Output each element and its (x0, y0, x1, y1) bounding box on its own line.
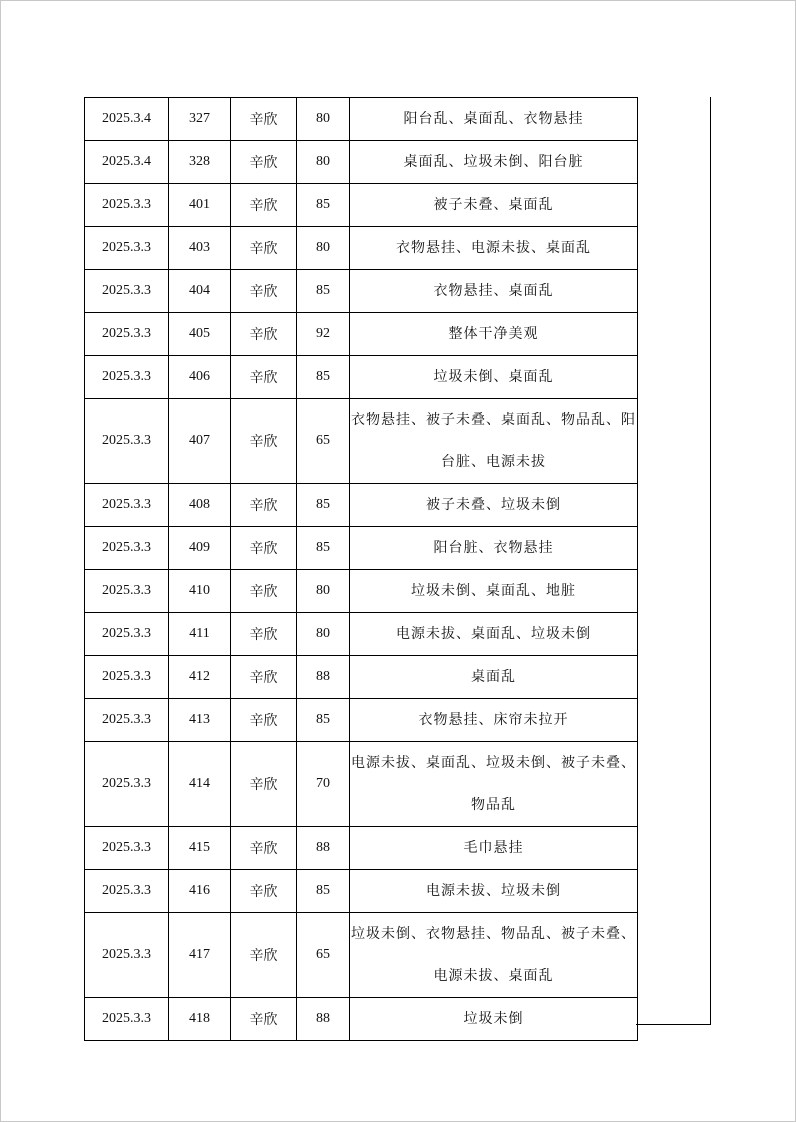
date-cell: 2025.3.3 (85, 399, 169, 484)
issues-cell: 垃圾未倒、桌面乱 (350, 356, 638, 399)
inspector-cell: 辛欣 (231, 656, 297, 699)
table-row (85, 227, 638, 270)
score-cell: 85 (297, 356, 350, 399)
table-row (85, 998, 638, 1041)
table-row (85, 527, 638, 570)
room-cell: 327 (169, 98, 231, 141)
room-cell: 404 (169, 270, 231, 313)
date-cell: 2025.3.3 (85, 356, 169, 399)
issues-cell: 垃圾未倒 (350, 998, 638, 1041)
score-cell: 85 (297, 270, 350, 313)
room-cell: 417 (169, 913, 231, 998)
date-cell: 2025.3.3 (85, 827, 169, 870)
table-row (85, 699, 638, 742)
date-cell: 2025.3.4 (85, 141, 169, 184)
room-cell: 328 (169, 141, 231, 184)
issues-cell: 阳台乱、桌面乱、衣物悬挂 (350, 98, 638, 141)
inspector-cell: 辛欣 (231, 270, 297, 313)
table-row (85, 913, 638, 998)
table-row (85, 184, 638, 227)
table-row (85, 613, 638, 656)
issues-cell: 电源未拔、桌面乱、垃圾未倒 (350, 613, 638, 656)
score-cell: 65 (297, 399, 350, 484)
room-cell: 401 (169, 184, 231, 227)
table-row (85, 98, 638, 141)
score-cell: 85 (297, 699, 350, 742)
table-row (85, 742, 638, 827)
table-row (85, 656, 638, 699)
date-cell: 2025.3.3 (85, 270, 169, 313)
score-cell: 88 (297, 656, 350, 699)
score-cell: 85 (297, 527, 350, 570)
date-cell: 2025.3.4 (85, 98, 169, 141)
issues-cell: 毛巾悬挂 (350, 827, 638, 870)
score-cell: 80 (297, 227, 350, 270)
inspector-cell: 辛欣 (231, 613, 297, 656)
table-row (85, 827, 638, 870)
inspector-cell: 辛欣 (231, 913, 297, 998)
score-cell: 85 (297, 184, 350, 227)
room-cell: 405 (169, 313, 231, 356)
inspector-cell: 辛欣 (231, 570, 297, 613)
issues-cell: 被子未叠、桌面乱 (350, 184, 638, 227)
date-cell: 2025.3.3 (85, 913, 169, 998)
date-cell: 2025.3.3 (85, 570, 169, 613)
date-cell: 2025.3.3 (85, 742, 169, 827)
table-row (85, 399, 638, 484)
room-cell: 415 (169, 827, 231, 870)
score-cell: 85 (297, 484, 350, 527)
room-cell: 403 (169, 227, 231, 270)
inspector-cell: 辛欣 (231, 870, 297, 913)
score-cell: 70 (297, 742, 350, 827)
score-cell: 88 (297, 998, 350, 1041)
score-cell: 80 (297, 613, 350, 656)
room-cell: 414 (169, 742, 231, 827)
table-row (85, 570, 638, 613)
inspector-cell: 辛欣 (231, 742, 297, 827)
score-cell: 88 (297, 827, 350, 870)
room-cell: 408 (169, 484, 231, 527)
inspector-cell: 辛欣 (231, 141, 297, 184)
inspector-cell: 辛欣 (231, 356, 297, 399)
table-row (85, 141, 638, 184)
issues-cell: 桌面乱 (350, 656, 638, 699)
table-row (85, 270, 638, 313)
issues-cell: 衣物悬挂、桌面乱 (350, 270, 638, 313)
room-cell: 407 (169, 399, 231, 484)
room-cell: 418 (169, 998, 231, 1041)
room-cell: 410 (169, 570, 231, 613)
date-cell: 2025.3.3 (85, 484, 169, 527)
issues-cell: 垃圾未倒、桌面乱、地脏 (350, 570, 638, 613)
date-cell: 2025.3.3 (85, 656, 169, 699)
inspector-cell: 辛欣 (231, 827, 297, 870)
table-row (85, 356, 638, 399)
score-cell: 80 (297, 98, 350, 141)
inspector-cell: 辛欣 (231, 227, 297, 270)
issues-cell: 阳台脏、衣物悬挂 (350, 527, 638, 570)
inspection-table (84, 97, 638, 1041)
inspector-cell: 辛欣 (231, 527, 297, 570)
score-cell: 92 (297, 313, 350, 356)
date-cell: 2025.3.3 (85, 613, 169, 656)
right-border-line (710, 97, 711, 1025)
issues-cell: 桌面乱、垃圾未倒、阳台脏 (350, 141, 638, 184)
inspector-cell: 辛欣 (231, 998, 297, 1041)
inspector-cell: 辛欣 (231, 313, 297, 356)
issues-cell: 被子未叠、垃圾未倒 (350, 484, 638, 527)
date-cell: 2025.3.3 (85, 313, 169, 356)
date-cell: 2025.3.3 (85, 998, 169, 1041)
inspector-cell: 辛欣 (231, 184, 297, 227)
issues-cell: 衣物悬挂、被子未叠、桌面乱、物品乱、阳台脏、电源未拔 (350, 399, 638, 484)
date-cell: 2025.3.3 (85, 227, 169, 270)
issues-cell: 垃圾未倒、衣物悬挂、物品乱、被子未叠、电源未拔、桌面乱 (350, 913, 638, 998)
table-row (85, 870, 638, 913)
room-cell: 406 (169, 356, 231, 399)
room-cell: 412 (169, 656, 231, 699)
room-cell: 413 (169, 699, 231, 742)
inspector-cell: 辛欣 (231, 399, 297, 484)
issues-cell: 衣物悬挂、电源未拔、桌面乱 (350, 227, 638, 270)
room-cell: 416 (169, 870, 231, 913)
issues-cell: 电源未拔、桌面乱、垃圾未倒、被子未叠、物品乱 (350, 742, 638, 827)
score-cell: 80 (297, 570, 350, 613)
score-cell: 85 (297, 870, 350, 913)
inspector-cell: 辛欣 (231, 484, 297, 527)
bottom-border-line (636, 1024, 711, 1025)
issues-cell: 整体干净美观 (350, 313, 638, 356)
table-row (85, 484, 638, 527)
table-body (85, 98, 638, 1041)
inspector-cell: 辛欣 (231, 98, 297, 141)
date-cell: 2025.3.3 (85, 870, 169, 913)
issues-cell: 衣物悬挂、床帘未拉开 (350, 699, 638, 742)
score-cell: 80 (297, 141, 350, 184)
date-cell: 2025.3.3 (85, 527, 169, 570)
room-cell: 411 (169, 613, 231, 656)
date-cell: 2025.3.3 (85, 184, 169, 227)
date-cell: 2025.3.3 (85, 699, 169, 742)
issues-cell: 电源未拔、垃圾未倒 (350, 870, 638, 913)
table-row (85, 313, 638, 356)
inspector-cell: 辛欣 (231, 699, 297, 742)
room-cell: 409 (169, 527, 231, 570)
score-cell: 65 (297, 913, 350, 998)
